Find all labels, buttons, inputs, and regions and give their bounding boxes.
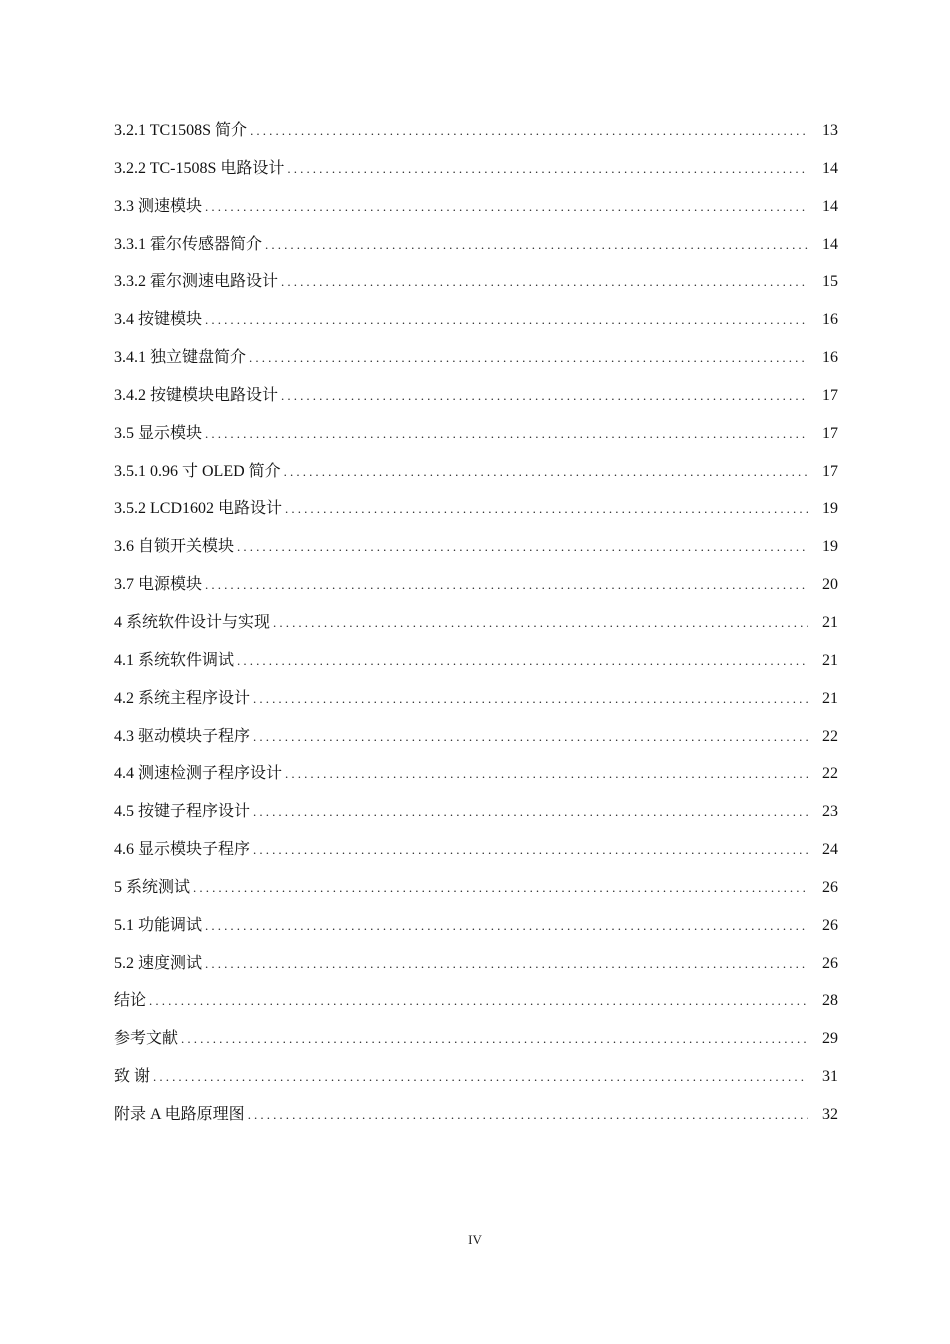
toc-entry[interactable] bbox=[114, 339, 838, 377]
toc-leader-dots bbox=[153, 1058, 808, 1096]
toc-entry-page: 26 bbox=[822, 878, 838, 896]
toc-entry-title: 4.1 系统软件调试 bbox=[114, 651, 235, 669]
toc-entry-title: 3.4.1 独立键盘简介 bbox=[114, 349, 247, 367]
table-of-contents bbox=[114, 112, 838, 1134]
toc-entry-page: 14 bbox=[822, 235, 838, 253]
toc-entry-page: 29 bbox=[822, 1030, 838, 1048]
toc-leader-dots bbox=[253, 831, 808, 869]
toc-entry-title: 3.5.2 LCD1602 电路设计 bbox=[114, 500, 283, 518]
toc-entry[interactable] bbox=[114, 945, 838, 983]
toc-leader-dots bbox=[205, 301, 808, 339]
toc-leader-dots bbox=[181, 1020, 808, 1058]
page-number: IV bbox=[468, 1232, 482, 1247]
toc-entry[interactable] bbox=[114, 263, 838, 301]
toc-entry[interactable] bbox=[114, 1096, 838, 1134]
toc-entry-title: 参考文献 bbox=[114, 1030, 179, 1048]
toc-entry-page: 21 bbox=[822, 689, 838, 707]
toc-entry[interactable] bbox=[114, 112, 838, 150]
toc-entry[interactable] bbox=[114, 301, 838, 339]
toc-entry-page: 13 bbox=[822, 122, 838, 139]
toc-leader-dots bbox=[273, 604, 808, 642]
toc-entry[interactable] bbox=[114, 680, 838, 718]
toc-entry[interactable] bbox=[114, 566, 838, 604]
toc-leader-dots bbox=[265, 226, 808, 264]
toc-entry[interactable] bbox=[114, 793, 838, 831]
toc-entry-page: 21 bbox=[822, 651, 838, 669]
toc-entry-page: 28 bbox=[822, 992, 838, 1010]
toc-leader-dots bbox=[287, 150, 808, 188]
toc-entry-page: 32 bbox=[822, 1105, 838, 1123]
toc-entry[interactable] bbox=[114, 982, 838, 1020]
toc-leader-dots bbox=[205, 907, 808, 945]
toc-entry[interactable] bbox=[114, 869, 838, 907]
toc-entry[interactable] bbox=[114, 377, 838, 415]
toc-entry-title: 5.2 速度测试 bbox=[114, 954, 203, 972]
toc-entry-page: 17 bbox=[822, 424, 838, 442]
toc-entry[interactable] bbox=[114, 1020, 838, 1058]
toc-leader-dots bbox=[284, 453, 808, 491]
toc-entry[interactable] bbox=[114, 718, 838, 756]
toc-entry-title: 3.6 自锁开关模块 bbox=[114, 538, 235, 556]
toc-entry-page: 15 bbox=[822, 273, 838, 291]
toc-entry-page: 22 bbox=[822, 765, 838, 783]
toc-entry-page: 20 bbox=[822, 576, 838, 594]
toc-entry[interactable] bbox=[114, 528, 838, 566]
toc-entry-title: 4.3 驱动模块子程序 bbox=[114, 727, 251, 745]
toc-entry-page: 19 bbox=[822, 538, 838, 556]
toc-leader-dots bbox=[285, 755, 808, 793]
toc-leader-dots bbox=[253, 793, 808, 831]
toc-entry-title: 5 系统测试 bbox=[114, 878, 191, 896]
toc-entry-page: 17 bbox=[822, 462, 838, 480]
toc-entry-title: 3.5 显示模块 bbox=[114, 424, 203, 442]
toc-leader-dots bbox=[205, 566, 808, 604]
toc-entry-page: 16 bbox=[822, 311, 838, 329]
toc-entry-page: 31 bbox=[822, 1068, 838, 1086]
toc-leader-dots bbox=[281, 263, 808, 301]
toc-entry-title: 3.3 测速模块 bbox=[114, 197, 203, 215]
toc-entry-title: 3.4.2 按键模块电路设计 bbox=[114, 386, 279, 404]
toc-entry-page: 22 bbox=[822, 727, 838, 745]
toc-leader-dots bbox=[248, 1096, 808, 1134]
toc-leader-dots bbox=[205, 188, 808, 226]
toc-entry-title: 4.5 按键子程序设计 bbox=[114, 803, 251, 821]
toc-entry[interactable] bbox=[114, 604, 838, 642]
toc-entry[interactable] bbox=[114, 226, 838, 264]
toc-entry-page: 23 bbox=[822, 803, 838, 821]
toc-entry-page: 19 bbox=[822, 500, 838, 518]
toc-entry-title: 4.2 系统主程序设计 bbox=[114, 689, 251, 707]
toc-entry-title: 4.6 显示模块子程序 bbox=[114, 841, 251, 859]
toc-entry[interactable] bbox=[114, 150, 838, 188]
toc-entry[interactable] bbox=[114, 831, 838, 869]
toc-entry-page: 26 bbox=[822, 954, 838, 972]
toc-entry-page: 16 bbox=[822, 349, 838, 367]
toc-entry-page: 26 bbox=[822, 916, 838, 934]
toc-leader-dots bbox=[253, 680, 808, 718]
toc-entry-page: 14 bbox=[822, 197, 838, 215]
toc-entry-page: 21 bbox=[822, 613, 838, 631]
toc-leader-dots bbox=[193, 869, 808, 907]
toc-leader-dots bbox=[237, 642, 808, 680]
toc-entry[interactable] bbox=[114, 1058, 838, 1096]
toc-entry[interactable] bbox=[114, 188, 838, 226]
toc-entry-page: 17 bbox=[822, 386, 838, 404]
toc-entry-title: 3.7 电源模块 bbox=[114, 576, 203, 594]
toc-entry-title: 3.2.2 TC-1508S 电路设计 bbox=[114, 159, 285, 177]
toc-entry-title: 3.2.1 TC1508S 简介 bbox=[114, 122, 248, 139]
toc-entry-title: 结论 bbox=[114, 992, 147, 1010]
toc-entry-title: 附录 A 电路原理图 bbox=[114, 1105, 245, 1123]
toc-entry-title: 3.4 按键模块 bbox=[114, 311, 203, 329]
toc-entry[interactable] bbox=[114, 453, 838, 491]
toc-leader-dots bbox=[250, 112, 808, 150]
toc-leader-dots bbox=[253, 718, 808, 756]
toc-leader-dots bbox=[205, 945, 808, 983]
toc-leader-dots bbox=[285, 490, 808, 528]
toc-entry-title: 4.4 测速检测子程序设计 bbox=[114, 765, 283, 783]
toc-entry[interactable] bbox=[114, 415, 838, 453]
toc-entry-title: 3.3.1 霍尔传感器简介 bbox=[114, 235, 263, 253]
toc-entry-title: 5.1 功能调试 bbox=[114, 916, 203, 934]
toc-leader-dots bbox=[149, 982, 808, 1020]
toc-entry-title: 3.3.2 霍尔测速电路设计 bbox=[114, 273, 279, 291]
toc-leader-dots bbox=[249, 339, 808, 377]
toc-entry[interactable] bbox=[114, 490, 838, 528]
toc-entry[interactable] bbox=[114, 642, 838, 680]
toc-entry-page: 14 bbox=[822, 159, 838, 177]
toc-entry-title: 致 谢 bbox=[114, 1068, 151, 1086]
toc-leader-dots bbox=[205, 415, 808, 453]
toc-leader-dots bbox=[237, 528, 808, 566]
toc-entry-title: 3.5.1 0.96 寸 OLED 简介 bbox=[114, 462, 281, 480]
toc-entry-title: 4 系统软件设计与实现 bbox=[114, 613, 271, 631]
toc-entry[interactable] bbox=[114, 755, 838, 793]
toc-leader-dots bbox=[281, 377, 808, 415]
toc-entry-page: 24 bbox=[822, 841, 838, 859]
toc-entry[interactable] bbox=[114, 907, 838, 945]
